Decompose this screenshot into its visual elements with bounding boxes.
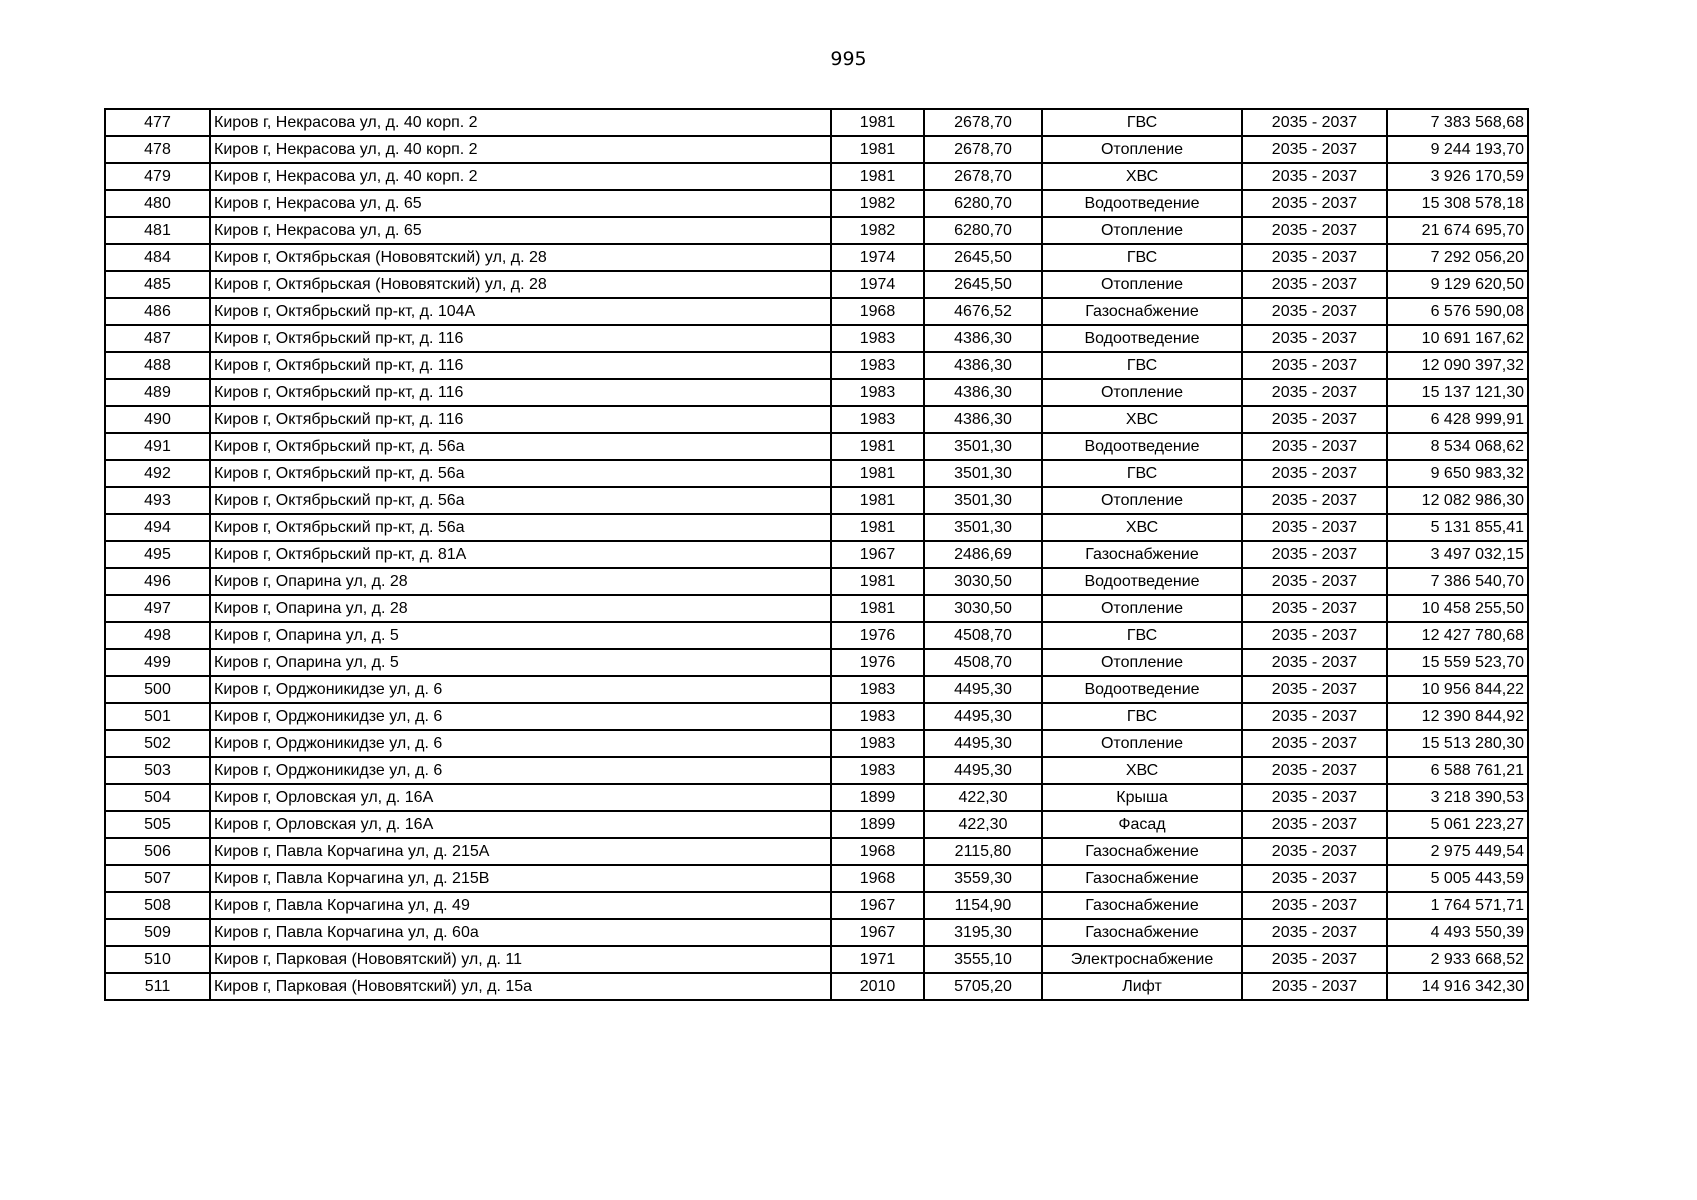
table-row (105, 217, 1528, 244)
table-row (105, 136, 1528, 163)
area-cell: 2678,70 (924, 109, 1042, 136)
work-type-cell: Водоотведение (1042, 676, 1242, 703)
row-number-cell: 509 (105, 919, 210, 946)
row-number-cell: 504 (105, 784, 210, 811)
period-cell: 2035 - 2037 (1242, 838, 1387, 865)
address-cell: Киров г, Октябрьский пр-кт, д. 56а (210, 514, 831, 541)
address-cell: Киров г, Павла Корчагина ул, д. 215В (210, 865, 831, 892)
period-cell: 2035 - 2037 (1242, 217, 1387, 244)
address-cell: Киров г, Некрасова ул, д. 40 корп. 2 (210, 109, 831, 136)
row-number-cell: 501 (105, 703, 210, 730)
table-row (105, 811, 1528, 838)
build-year-cell: 1983 (831, 325, 924, 352)
table-row (105, 919, 1528, 946)
work-type-cell: ГВС (1042, 622, 1242, 649)
build-year-cell: 1899 (831, 784, 924, 811)
address-cell: Киров г, Октябрьский пр-кт, д. 81А (210, 541, 831, 568)
address-cell: Киров г, Опарина ул, д. 28 (210, 595, 831, 622)
row-number-cell: 493 (105, 487, 210, 514)
area-cell: 3501,30 (924, 514, 1042, 541)
build-year-cell: 1983 (831, 406, 924, 433)
work-type-cell: Отопление (1042, 649, 1242, 676)
table-row (105, 298, 1528, 325)
area-cell: 4676,52 (924, 298, 1042, 325)
area-cell: 4495,30 (924, 703, 1042, 730)
table-row (105, 595, 1528, 622)
cost-cell: 9 244 193,70 (1387, 136, 1528, 163)
area-cell: 4508,70 (924, 622, 1042, 649)
period-cell: 2035 - 2037 (1242, 703, 1387, 730)
work-type-cell: Крыша (1042, 784, 1242, 811)
area-cell: 6280,70 (924, 217, 1042, 244)
area-cell: 2486,69 (924, 541, 1042, 568)
period-cell: 2035 - 2037 (1242, 865, 1387, 892)
table-row (105, 568, 1528, 595)
build-year-cell: 1974 (831, 271, 924, 298)
address-cell: Киров г, Орджоникидзе ул, д. 6 (210, 757, 831, 784)
work-type-cell: Газоснабжение (1042, 865, 1242, 892)
cost-cell: 9 650 983,32 (1387, 460, 1528, 487)
cost-cell: 5 005 443,59 (1387, 865, 1528, 892)
row-number-cell: 505 (105, 811, 210, 838)
area-cell: 4386,30 (924, 325, 1042, 352)
row-number-cell: 491 (105, 433, 210, 460)
work-type-cell: Водоотведение (1042, 568, 1242, 595)
period-cell: 2035 - 2037 (1242, 541, 1387, 568)
work-type-cell: Отопление (1042, 136, 1242, 163)
address-cell: Киров г, Октябрьский пр-кт, д. 104А (210, 298, 831, 325)
cost-cell: 15 513 280,30 (1387, 730, 1528, 757)
table-row (105, 676, 1528, 703)
table-row (105, 622, 1528, 649)
work-type-cell: Водоотведение (1042, 325, 1242, 352)
period-cell: 2035 - 2037 (1242, 892, 1387, 919)
build-year-cell: 1981 (831, 109, 924, 136)
period-cell: 2035 - 2037 (1242, 109, 1387, 136)
period-cell: 2035 - 2037 (1242, 622, 1387, 649)
build-year-cell: 1967 (831, 919, 924, 946)
area-cell: 2115,80 (924, 838, 1042, 865)
build-year-cell: 1967 (831, 541, 924, 568)
period-cell: 2035 - 2037 (1242, 487, 1387, 514)
table-row (105, 946, 1528, 973)
address-cell: Киров г, Павла Корчагина ул, д. 60а (210, 919, 831, 946)
period-cell: 2035 - 2037 (1242, 649, 1387, 676)
build-year-cell: 1983 (831, 757, 924, 784)
area-cell: 2645,50 (924, 271, 1042, 298)
address-cell: Киров г, Орловская ул, д. 16А (210, 811, 831, 838)
build-year-cell: 1899 (831, 811, 924, 838)
table-row (105, 271, 1528, 298)
cost-cell: 2 933 668,52 (1387, 946, 1528, 973)
work-type-cell: ХВС (1042, 514, 1242, 541)
address-cell: Киров г, Октябрьская (Нововятский) ул, д. 28 (210, 271, 831, 298)
cost-cell: 1 764 571,71 (1387, 892, 1528, 919)
work-type-cell: Газоснабжение (1042, 919, 1242, 946)
address-cell: Киров г, Октябрьский пр-кт, д. 116 (210, 352, 831, 379)
table-row (105, 460, 1528, 487)
cost-cell: 3 218 390,53 (1387, 784, 1528, 811)
period-cell: 2035 - 2037 (1242, 946, 1387, 973)
period-cell: 2035 - 2037 (1242, 973, 1387, 1000)
cost-cell: 10 956 844,22 (1387, 676, 1528, 703)
address-cell: Киров г, Орджоникидзе ул, д. 6 (210, 730, 831, 757)
work-type-cell: ГВС (1042, 109, 1242, 136)
row-number-cell: 500 (105, 676, 210, 703)
period-cell: 2035 - 2037 (1242, 568, 1387, 595)
work-type-cell: Электроснабжение (1042, 946, 1242, 973)
period-cell: 2035 - 2037 (1242, 730, 1387, 757)
work-type-cell: Фасад (1042, 811, 1242, 838)
area-cell: 3195,30 (924, 919, 1042, 946)
row-number-cell: 488 (105, 352, 210, 379)
address-cell: Киров г, Павла Корчагина ул, д. 49 (210, 892, 831, 919)
table-row (105, 865, 1528, 892)
build-year-cell: 1976 (831, 622, 924, 649)
address-cell: Киров г, Орджоникидзе ул, д. 6 (210, 676, 831, 703)
address-cell: Киров г, Октябрьский пр-кт, д. 116 (210, 406, 831, 433)
period-cell: 2035 - 2037 (1242, 298, 1387, 325)
address-cell: Киров г, Опарина ул, д. 5 (210, 649, 831, 676)
area-cell: 4386,30 (924, 352, 1042, 379)
row-number-cell: 511 (105, 973, 210, 1000)
build-year-cell: 1983 (831, 676, 924, 703)
address-cell: Киров г, Некрасова ул, д. 40 корп. 2 (210, 136, 831, 163)
area-cell: 4495,30 (924, 730, 1042, 757)
area-cell: 422,30 (924, 784, 1042, 811)
period-cell: 2035 - 2037 (1242, 406, 1387, 433)
cost-cell: 15 308 578,18 (1387, 190, 1528, 217)
area-cell: 3559,30 (924, 865, 1042, 892)
area-cell: 3501,30 (924, 433, 1042, 460)
table-row (105, 514, 1528, 541)
area-cell: 2678,70 (924, 136, 1042, 163)
row-number-cell: 499 (105, 649, 210, 676)
cost-cell: 2 975 449,54 (1387, 838, 1528, 865)
build-year-cell: 1968 (831, 298, 924, 325)
table-row (105, 433, 1528, 460)
row-number-cell: 495 (105, 541, 210, 568)
period-cell: 2035 - 2037 (1242, 325, 1387, 352)
cost-cell: 12 082 986,30 (1387, 487, 1528, 514)
period-cell: 2035 - 2037 (1242, 271, 1387, 298)
work-type-cell: ГВС (1042, 352, 1242, 379)
period-cell: 2035 - 2037 (1242, 136, 1387, 163)
area-cell: 3555,10 (924, 946, 1042, 973)
cost-cell: 5 131 855,41 (1387, 514, 1528, 541)
work-type-cell: Отопление (1042, 379, 1242, 406)
table-row (105, 892, 1528, 919)
row-number-cell: 494 (105, 514, 210, 541)
area-cell: 4386,30 (924, 406, 1042, 433)
address-cell: Киров г, Некрасова ул, д. 65 (210, 217, 831, 244)
build-year-cell: 1981 (831, 163, 924, 190)
build-year-cell: 1983 (831, 730, 924, 757)
build-year-cell: 1981 (831, 514, 924, 541)
cost-cell: 7 386 540,70 (1387, 568, 1528, 595)
cost-cell: 15 137 121,30 (1387, 379, 1528, 406)
period-cell: 2035 - 2037 (1242, 460, 1387, 487)
period-cell: 2035 - 2037 (1242, 163, 1387, 190)
address-cell: Киров г, Октябрьский пр-кт, д. 56а (210, 460, 831, 487)
cost-cell: 7 383 568,68 (1387, 109, 1528, 136)
work-type-cell: Газоснабжение (1042, 298, 1242, 325)
table-row (105, 838, 1528, 865)
build-year-cell: 1981 (831, 433, 924, 460)
row-number-cell: 486 (105, 298, 210, 325)
address-cell: Киров г, Орловская ул, д. 16А (210, 784, 831, 811)
cost-cell: 6 428 999,91 (1387, 406, 1528, 433)
cost-cell: 9 129 620,50 (1387, 271, 1528, 298)
area-cell: 6280,70 (924, 190, 1042, 217)
table-row (105, 487, 1528, 514)
address-cell: Киров г, Октябрьская (Нововятский) ул, д. 28 (210, 244, 831, 271)
address-cell: Киров г, Октябрьский пр-кт, д. 116 (210, 325, 831, 352)
table-row (105, 730, 1528, 757)
table-row (105, 541, 1528, 568)
build-year-cell: 1981 (831, 595, 924, 622)
period-cell: 2035 - 2037 (1242, 190, 1387, 217)
work-type-cell: ГВС (1042, 244, 1242, 271)
cost-cell: 14 916 342,30 (1387, 973, 1528, 1000)
table-row (105, 352, 1528, 379)
area-cell: 3030,50 (924, 595, 1042, 622)
work-type-cell: Лифт (1042, 973, 1242, 1000)
address-cell: Киров г, Октябрьский пр-кт, д. 56а (210, 433, 831, 460)
work-type-cell: Водоотведение (1042, 190, 1242, 217)
address-cell: Киров г, Орджоникидзе ул, д. 6 (210, 703, 831, 730)
row-number-cell: 485 (105, 271, 210, 298)
address-cell: Киров г, Некрасова ул, д. 65 (210, 190, 831, 217)
work-type-cell: ГВС (1042, 703, 1242, 730)
table-row (105, 757, 1528, 784)
row-number-cell: 507 (105, 865, 210, 892)
build-year-cell: 1982 (831, 217, 924, 244)
table-row (105, 784, 1528, 811)
build-year-cell: 1981 (831, 136, 924, 163)
work-type-cell: Водоотведение (1042, 433, 1242, 460)
cost-cell: 3 926 170,59 (1387, 163, 1528, 190)
period-cell: 2035 - 2037 (1242, 919, 1387, 946)
area-cell: 3030,50 (924, 568, 1042, 595)
row-number-cell: 477 (105, 109, 210, 136)
build-year-cell: 1976 (831, 649, 924, 676)
cost-cell: 12 427 780,68 (1387, 622, 1528, 649)
build-year-cell: 1968 (831, 865, 924, 892)
period-cell: 2035 - 2037 (1242, 433, 1387, 460)
build-year-cell: 2010 (831, 973, 924, 1000)
work-type-cell: ХВС (1042, 163, 1242, 190)
row-number-cell: 487 (105, 325, 210, 352)
address-cell: Киров г, Октябрьский пр-кт, д. 116 (210, 379, 831, 406)
build-year-cell: 1981 (831, 460, 924, 487)
period-cell: 2035 - 2037 (1242, 784, 1387, 811)
area-cell: 2678,70 (924, 163, 1042, 190)
cost-cell: 10 691 167,62 (1387, 325, 1528, 352)
cost-cell: 12 390 844,92 (1387, 703, 1528, 730)
area-cell: 5705,20 (924, 973, 1042, 1000)
area-cell: 4508,70 (924, 649, 1042, 676)
row-number-cell: 496 (105, 568, 210, 595)
work-type-cell: Отопление (1042, 487, 1242, 514)
period-cell: 2035 - 2037 (1242, 811, 1387, 838)
cost-cell: 3 497 032,15 (1387, 541, 1528, 568)
row-number-cell: 490 (105, 406, 210, 433)
build-year-cell: 1981 (831, 487, 924, 514)
period-cell: 2035 - 2037 (1242, 757, 1387, 784)
cost-cell: 6 588 761,21 (1387, 757, 1528, 784)
area-cell: 4495,30 (924, 676, 1042, 703)
row-number-cell: 497 (105, 595, 210, 622)
table-row (105, 190, 1528, 217)
build-year-cell: 1983 (831, 352, 924, 379)
period-cell: 2035 - 2037 (1242, 379, 1387, 406)
area-cell: 1154,90 (924, 892, 1042, 919)
cost-cell: 5 061 223,27 (1387, 811, 1528, 838)
table-row (105, 406, 1528, 433)
row-number-cell: 489 (105, 379, 210, 406)
row-number-cell: 508 (105, 892, 210, 919)
area-cell: 4386,30 (924, 379, 1042, 406)
cost-cell: 8 534 068,62 (1387, 433, 1528, 460)
repair-schedule-table (104, 108, 1529, 1001)
row-number-cell: 510 (105, 946, 210, 973)
build-year-cell: 1974 (831, 244, 924, 271)
work-type-cell: ХВС (1042, 406, 1242, 433)
build-year-cell: 1981 (831, 568, 924, 595)
address-cell: Киров г, Парковая (Нововятский) ул, д. 15а (210, 973, 831, 1000)
period-cell: 2035 - 2037 (1242, 676, 1387, 703)
cost-cell: 21 674 695,70 (1387, 217, 1528, 244)
area-cell: 422,30 (924, 811, 1042, 838)
build-year-cell: 1982 (831, 190, 924, 217)
table-row (105, 703, 1528, 730)
build-year-cell: 1971 (831, 946, 924, 973)
cost-cell: 12 090 397,32 (1387, 352, 1528, 379)
area-cell: 3501,30 (924, 487, 1042, 514)
work-type-cell: Газоснабжение (1042, 541, 1242, 568)
period-cell: 2035 - 2037 (1242, 244, 1387, 271)
row-number-cell: 503 (105, 757, 210, 784)
work-type-cell: ХВС (1042, 757, 1242, 784)
address-cell: Киров г, Парковая (Нововятский) ул, д. 11 (210, 946, 831, 973)
page-number: 995 (830, 48, 867, 70)
build-year-cell: 1967 (831, 892, 924, 919)
cost-cell: 10 458 255,50 (1387, 595, 1528, 622)
table-row (105, 325, 1528, 352)
build-year-cell: 1968 (831, 838, 924, 865)
cost-cell: 7 292 056,20 (1387, 244, 1528, 271)
build-year-cell: 1983 (831, 379, 924, 406)
work-type-cell: Отопление (1042, 271, 1242, 298)
period-cell: 2035 - 2037 (1242, 595, 1387, 622)
table-row (105, 109, 1528, 136)
row-number-cell: 481 (105, 217, 210, 244)
row-number-cell: 498 (105, 622, 210, 649)
row-number-cell: 484 (105, 244, 210, 271)
row-number-cell: 502 (105, 730, 210, 757)
work-type-cell: Отопление (1042, 595, 1242, 622)
row-number-cell: 492 (105, 460, 210, 487)
area-cell: 3501,30 (924, 460, 1042, 487)
table-row (105, 379, 1528, 406)
row-number-cell: 478 (105, 136, 210, 163)
period-cell: 2035 - 2037 (1242, 514, 1387, 541)
row-number-cell: 480 (105, 190, 210, 217)
table-row (105, 163, 1528, 190)
row-number-cell: 479 (105, 163, 210, 190)
table-row (105, 649, 1528, 676)
table-row (105, 244, 1528, 271)
area-cell: 2645,50 (924, 244, 1042, 271)
work-type-cell: ГВС (1042, 460, 1242, 487)
cost-cell: 6 576 590,08 (1387, 298, 1528, 325)
area-cell: 4495,30 (924, 757, 1042, 784)
address-cell: Киров г, Павла Корчагина ул, д. 215А (210, 838, 831, 865)
period-cell: 2035 - 2037 (1242, 352, 1387, 379)
work-type-cell: Газоснабжение (1042, 838, 1242, 865)
cost-cell: 4 493 550,39 (1387, 919, 1528, 946)
address-cell: Киров г, Опарина ул, д. 28 (210, 568, 831, 595)
address-cell: Киров г, Некрасова ул, д. 40 корп. 2 (210, 163, 831, 190)
table-body (105, 109, 1528, 1000)
work-type-cell: Газоснабжение (1042, 892, 1242, 919)
row-number-cell: 506 (105, 838, 210, 865)
table-row (105, 973, 1528, 1000)
build-year-cell: 1983 (831, 703, 924, 730)
work-type-cell: Отопление (1042, 730, 1242, 757)
address-cell: Киров г, Опарина ул, д. 5 (210, 622, 831, 649)
cost-cell: 15 559 523,70 (1387, 649, 1528, 676)
address-cell: Киров г, Октябрьский пр-кт, д. 56а (210, 487, 831, 514)
work-type-cell: Отопление (1042, 217, 1242, 244)
